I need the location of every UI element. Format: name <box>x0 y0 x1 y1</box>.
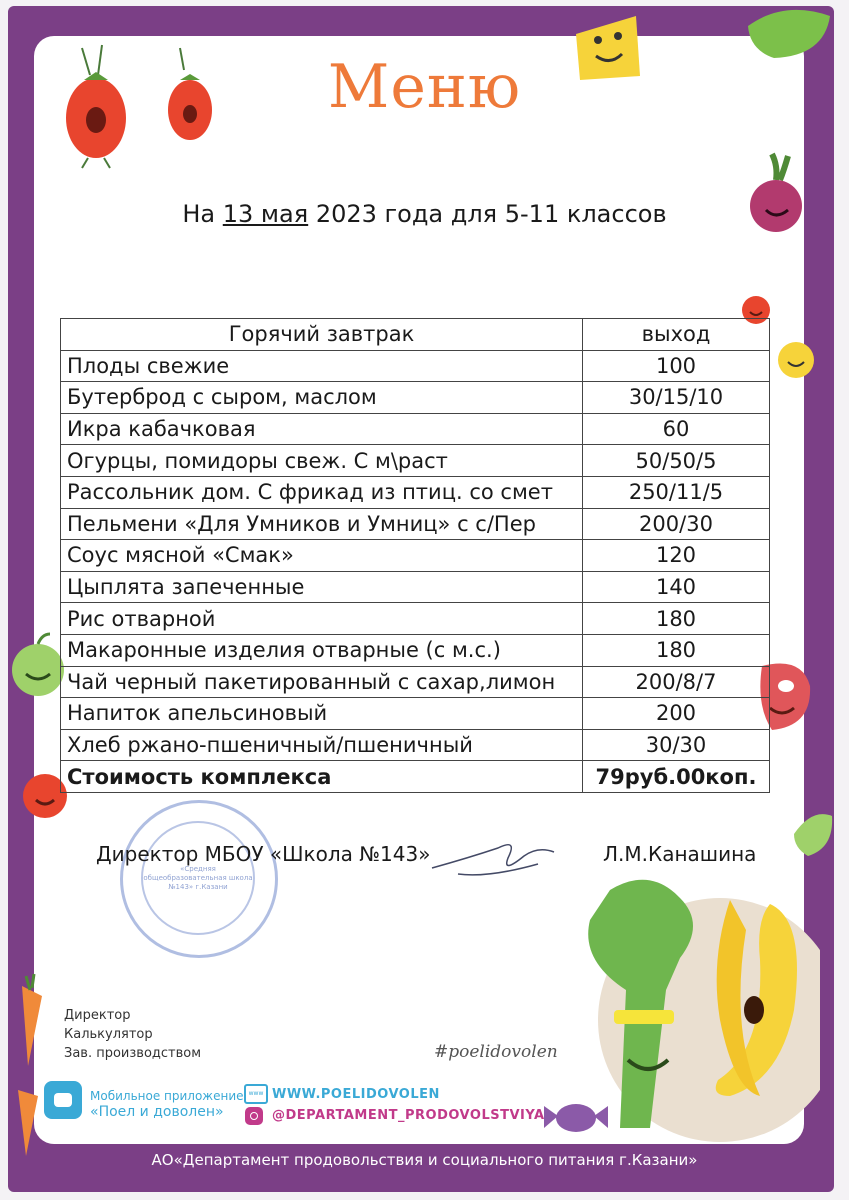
instagram-icon <box>245 1107 263 1125</box>
app-caption: Мобильное приложение <box>90 1089 244 1103</box>
dish-yield: 200 <box>583 698 770 730</box>
signature-scribble <box>428 828 558 884</box>
app-name: «Поел и доволен» <box>90 1104 224 1120</box>
carrot-icon <box>8 970 48 1160</box>
table-row <box>61 634 770 666</box>
column-header-yield: выход <box>583 319 770 351</box>
dish-yield: 180 <box>583 603 770 635</box>
dish-yield: 200/30 <box>583 508 770 540</box>
dish-name: Чай черный пакетированный с сахар,лимон <box>61 666 583 698</box>
school-stamp <box>120 800 278 958</box>
dish-name: Рис отварной <box>61 603 583 635</box>
table-row <box>61 445 770 477</box>
stamp-text: «Средняя общеобразовательная школа №143» г.Казани <box>141 821 255 935</box>
subtitle-prefix: На <box>182 200 223 228</box>
table-row <box>61 540 770 572</box>
table-row <box>61 729 770 761</box>
total-label: Стоимость комплекса <box>61 761 583 793</box>
hashtag: #poelidovolen <box>434 1042 558 1062</box>
dish-yield: 200/8/7 <box>583 666 770 698</box>
table-row <box>61 350 770 382</box>
column-header-dish: Горячий завтрак <box>61 319 583 351</box>
director-label: Директор МБОУ «Школа №143» <box>96 842 431 866</box>
dish-name: Соус мясной «Смак» <box>61 540 583 572</box>
dish-name: Хлеб ржано-пшеничный/пшеничный <box>61 729 583 761</box>
website-link[interactable]: WWW.POELIDOVOLEN <box>272 1087 440 1102</box>
staff-item: Калькулятор <box>64 1027 153 1042</box>
dish-name: Напиток апельсиновый <box>61 698 583 730</box>
dish-name: Пельмени «Для Умников и Умниц» с с/Пер <box>61 508 583 540</box>
dish-name: Плоды свежие <box>61 350 583 382</box>
footer-org: АО«Департамент продовольствия и социального питания г.Казани» <box>151 1151 698 1169</box>
page-title: Меню <box>327 52 522 122</box>
dish-name: Бутерброд с сыром, маслом <box>61 382 583 414</box>
staff-item: Директор <box>64 1008 131 1023</box>
lemon-icon <box>776 340 816 380</box>
table-row <box>61 571 770 603</box>
table-row <box>61 508 770 540</box>
dish-name: Рассольник дом. С фрикад из птиц. со смет <box>61 476 583 508</box>
staff-item: Зав. производством <box>64 1046 202 1061</box>
table-row <box>61 698 770 730</box>
banana-icon <box>690 900 810 1100</box>
dish-name: Макаронные изделия отварные (с м.с.) <box>61 634 583 666</box>
subtitle-suffix: 2023 года для 5-11 классов <box>308 200 667 228</box>
instagram-link[interactable]: @DEPARTAMENT_PRODOVOLSTVIYA <box>272 1108 545 1123</box>
table-row <box>61 666 770 698</box>
table-row <box>61 382 770 414</box>
dish-yield: 100 <box>583 350 770 382</box>
dish-yield: 140 <box>583 571 770 603</box>
total-row <box>61 761 770 793</box>
dish-yield: 30/15/10 <box>583 382 770 414</box>
candy-icon <box>540 1092 612 1142</box>
leaf-icon <box>790 808 834 858</box>
www-icon: www <box>244 1084 268 1104</box>
dish-name: Огурцы, помидоры свеж. С м\раст <box>61 445 583 477</box>
menu-date: 13 мая <box>222 200 309 228</box>
director-name: Л.М.Канашина <box>603 842 757 866</box>
staff-list <box>64 1006 201 1063</box>
dish-yield: 30/30 <box>583 729 770 761</box>
total-price: 79руб.00коп. <box>583 761 770 793</box>
dish-name: Икра кабачковая <box>61 413 583 445</box>
dish-name: Цыплята запеченные <box>61 571 583 603</box>
table-row <box>61 476 770 508</box>
dish-yield: 60 <box>583 413 770 445</box>
table-row <box>61 603 770 635</box>
dish-yield: 50/50/5 <box>583 445 770 477</box>
menu-table <box>60 318 770 793</box>
dish-yield: 250/11/5 <box>583 476 770 508</box>
dish-yield: 120 <box>583 540 770 572</box>
app-icon <box>44 1081 82 1119</box>
table-row <box>61 413 770 445</box>
dish-yield: 180 <box>583 634 770 666</box>
apple-icon <box>8 630 68 700</box>
menu-date-line <box>0 200 849 228</box>
table-header-row <box>61 319 770 351</box>
